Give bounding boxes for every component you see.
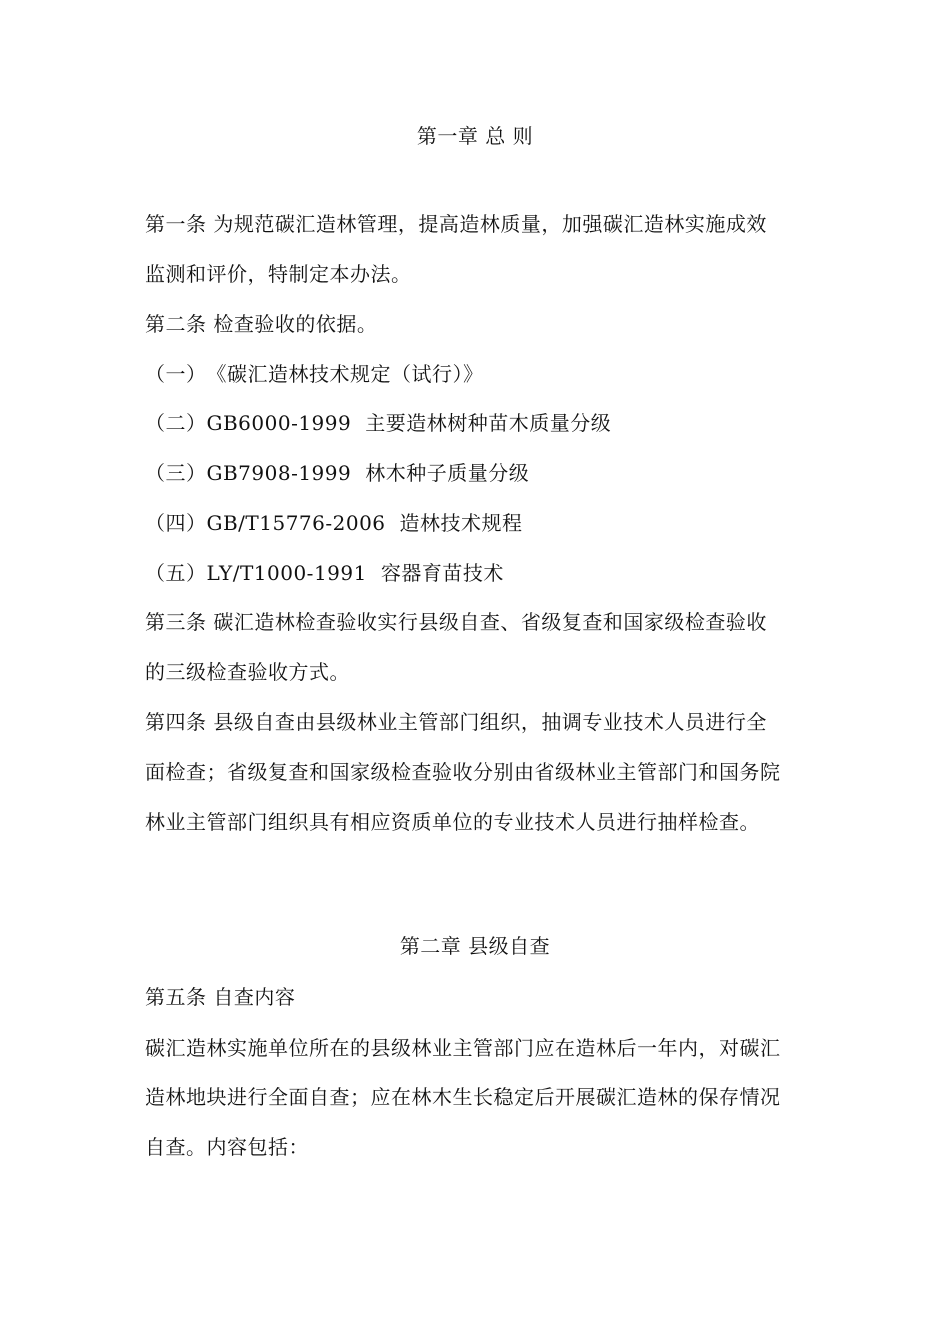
basis-item-5: [145, 559, 504, 587]
basis-item-name: 造林技术规程: [399, 511, 523, 535]
chapter-1-title: 第一章 总 则: [416, 124, 534, 148]
basis-item-label: （四）: [145, 511, 207, 535]
basis-item-label: （三）: [145, 461, 207, 485]
basis-item-2: [145, 409, 611, 437]
basis-item-code: LY/T1000-1991: [206, 561, 367, 585]
article-5-line-4: 自查。内容包括：: [145, 1135, 309, 1159]
article-4-line-1: 第四条 县级自查由县级林业主管部门组织，抽调专业技术人员进行全: [145, 710, 767, 734]
basis-item-code: GB/T15776-2006: [206, 511, 386, 535]
article-2-line-1: 第二条 检查验收的依据。: [145, 312, 378, 336]
article-5-line-2: 碳汇造林实施单位所在的县级林业主管部门应在造林后一年内，对碳汇: [145, 1036, 781, 1060]
article-1-line-1: 第一条 为规范碳汇造林管理，提高造林质量，加强碳汇造林实施成效: [145, 212, 767, 236]
basis-item-3: [145, 459, 529, 487]
basis-item-code: GB7908-1999: [206, 461, 352, 485]
basis-item-label: （二）: [145, 411, 207, 435]
basis-item-label: （一）: [145, 362, 207, 386]
basis-item-name: 主要造林树种苗木质量分级: [365, 411, 612, 435]
chapter-2-title: 第二章 县级自查: [399, 934, 551, 958]
article-4-line-3: 林业主管部门组织具有相应资质单位的专业技术人员进行抽样检查。: [145, 810, 760, 834]
basis-item-4: [145, 509, 523, 537]
article-5-line-3: 造林地块进行全面自查；应在林木生长稳定后开展碳汇造林的保存情况: [145, 1085, 781, 1109]
article-1-line-2: 监测和评价，特制定本办法。: [145, 262, 412, 286]
article-4-line-2: 面检查；省级复查和国家级检查验收分别由省级林业主管部门和国务院: [145, 760, 781, 784]
basis-item-name: 《碳汇造林技术规定（试行）》: [206, 362, 484, 386]
article-3-line-1: 第三条 碳汇造林检查验收实行县级自查、省级复查和国家级检查验收: [145, 610, 767, 634]
basis-item-code: GB6000-1999: [206, 411, 352, 435]
article-5-line-1: 第五条 自查内容: [145, 985, 296, 1009]
basis-item-1: [145, 360, 484, 388]
basis-item-label: （五）: [145, 561, 207, 585]
basis-item-name: 容器育苗技术: [380, 561, 504, 585]
article-3-line-2: 的三级检查验收方式。: [145, 660, 350, 684]
basis-item-name: 林木种子质量分级: [365, 461, 530, 485]
